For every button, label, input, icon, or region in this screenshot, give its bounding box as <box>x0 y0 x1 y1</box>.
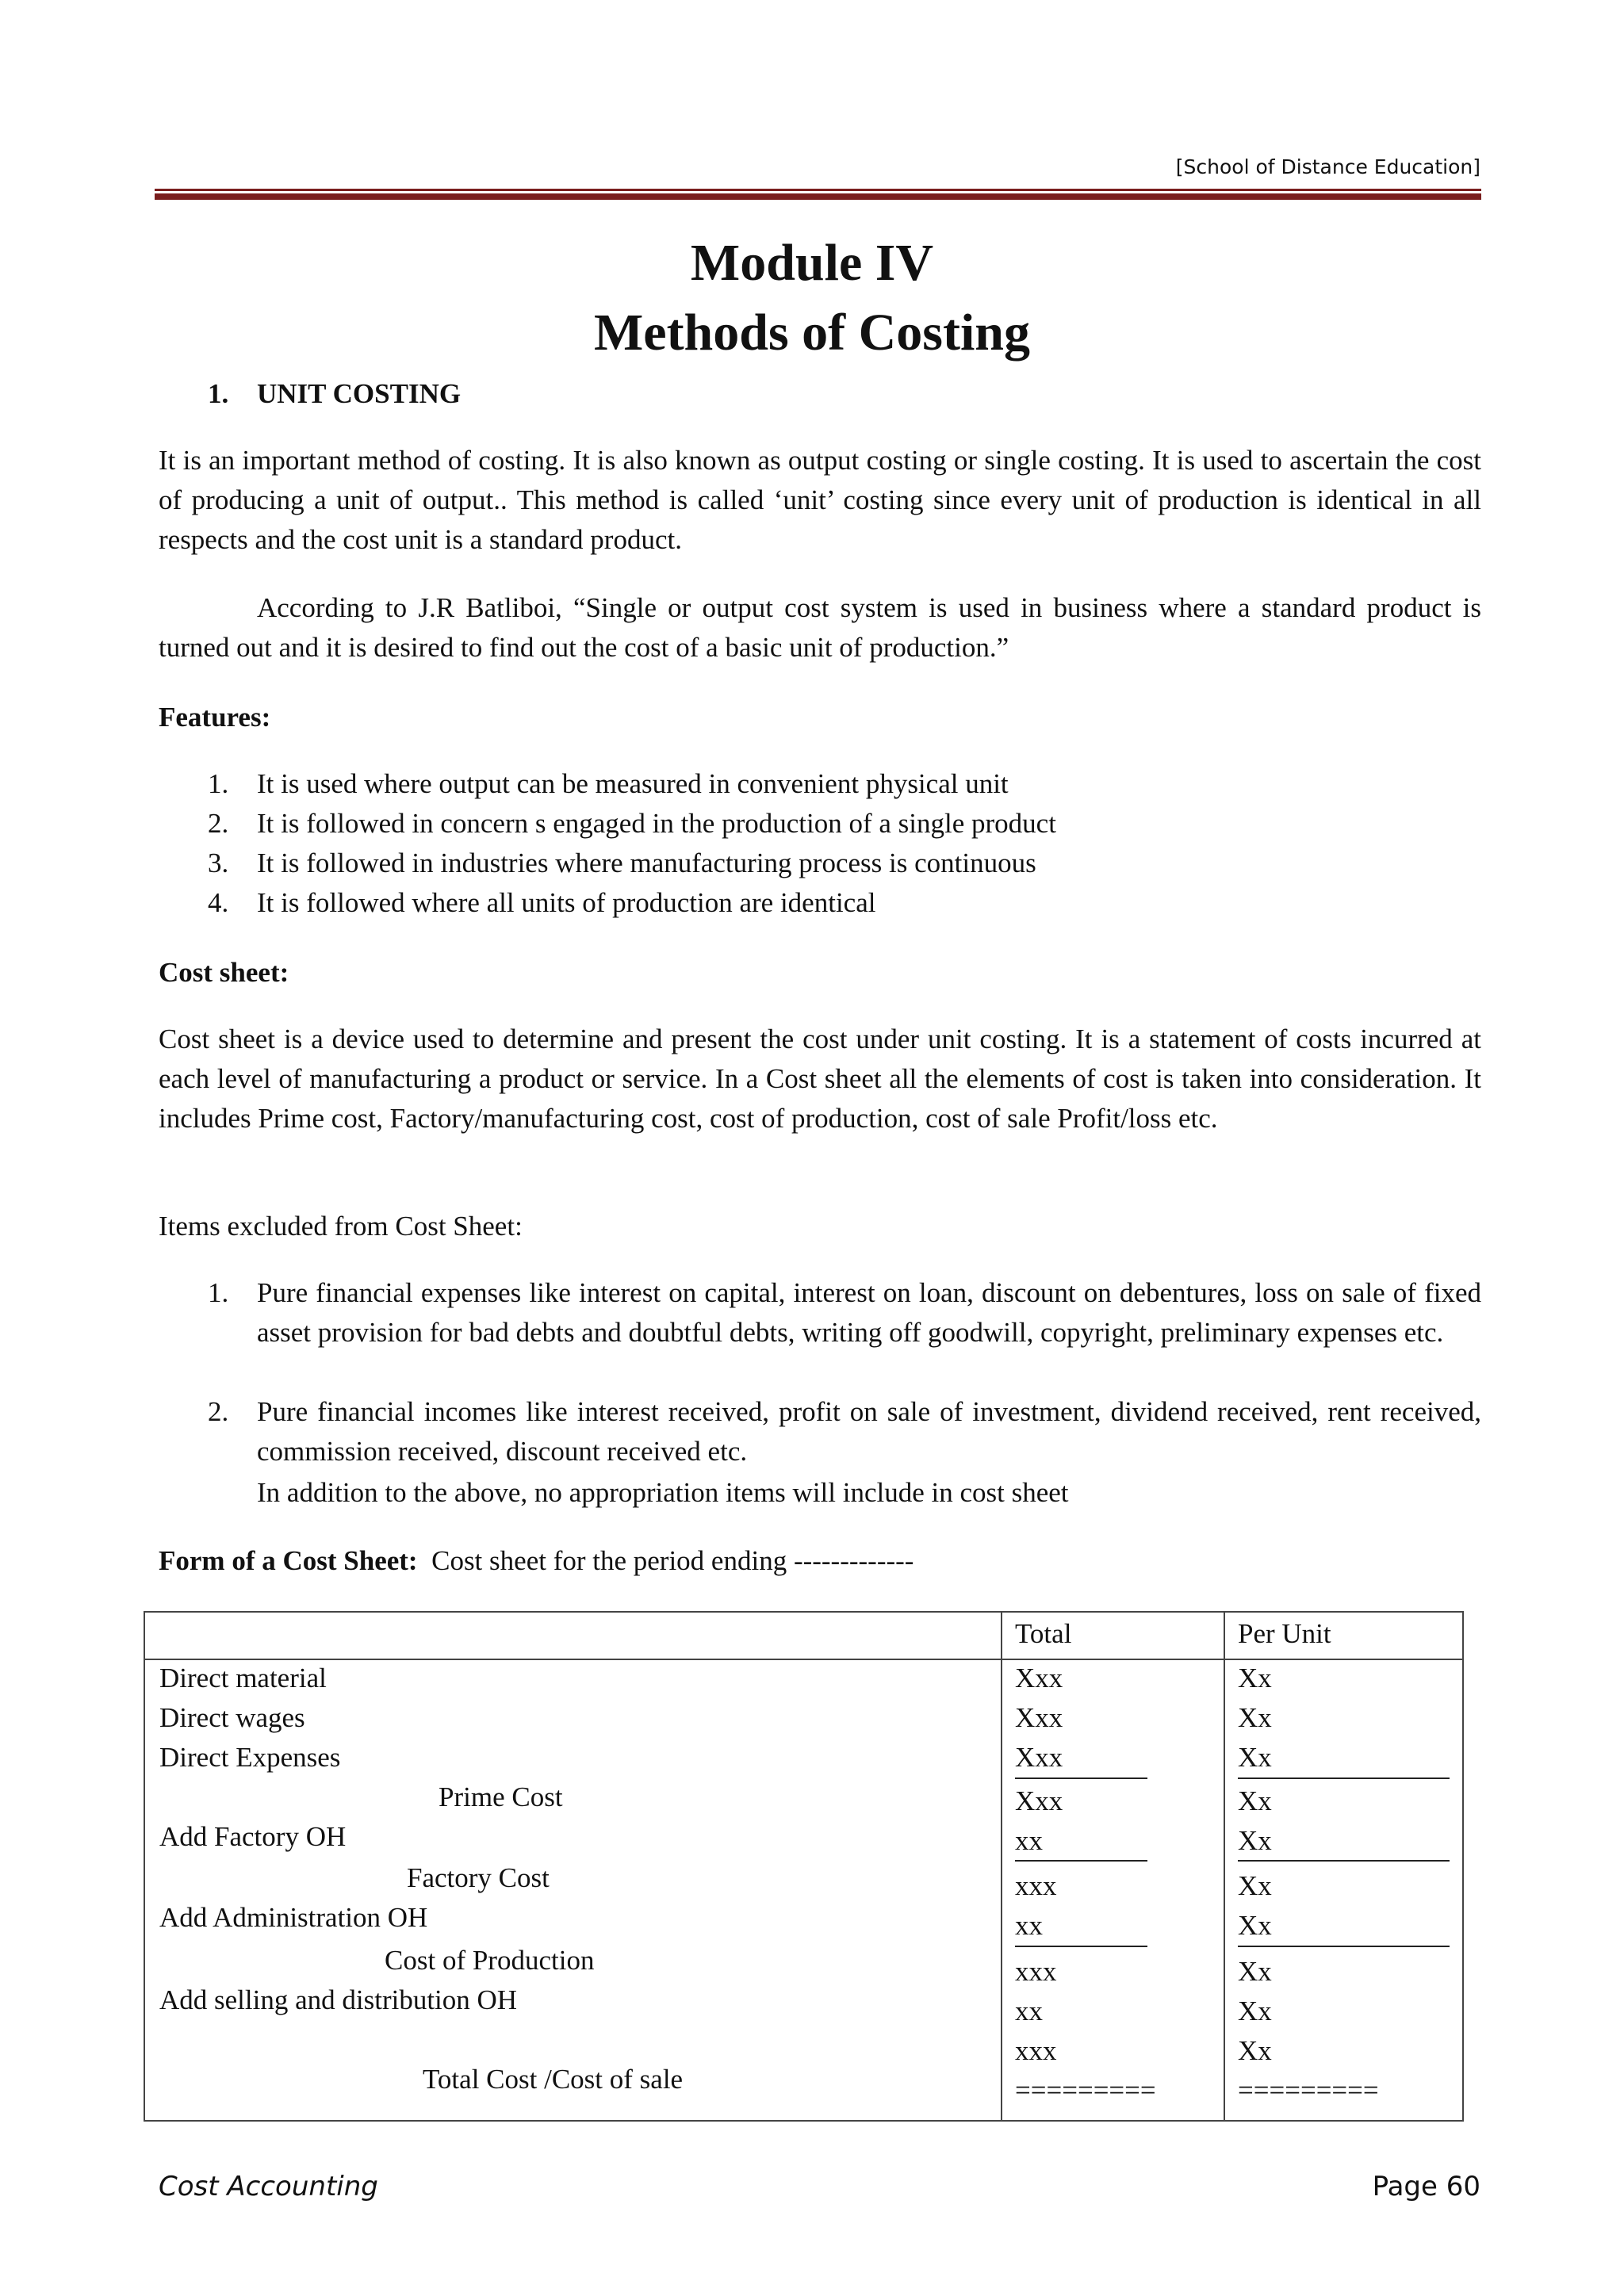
excluded-text: Pure financial incomes like interest received, profit on sale of investment, dividend received, rent received, commission received, discount received etc. <box>257 1396 1481 1467</box>
subtotal-underline <box>1238 1777 1450 1779</box>
feature-number: 4. <box>208 887 229 918</box>
table-divider-1 <box>1001 1613 1002 2120</box>
cost-row-label: Direct wages <box>159 1702 305 1733</box>
cost-row-total: Xxx <box>1015 1742 1063 1773</box>
quote-paragraph: According to J.R Batliboi, “Single or output cost system is used in business where a standard product is turned out and it is desired to find out the cost of a basic unit of production.” <box>159 592 1481 663</box>
footer-course: Cost Accounting <box>159 2171 378 2202</box>
cost-row-total: xxx <box>1015 1870 1057 1901</box>
cost-row-label: Add selling and distribution OH <box>159 1984 518 2015</box>
cost-row-total: xx <box>1015 1825 1043 1856</box>
cost-row-label: Add Administration OH <box>159 1902 428 1933</box>
footer-rule <box>155 2153 1481 2156</box>
header-institution: [School of Distance Education] <box>1175 155 1480 178</box>
cost-row-total: Xxx <box>1015 1663 1063 1693</box>
cost-row-per-unit: Xx <box>1238 1870 1272 1901</box>
excluded-text: Pure financial expenses like interest on capital, interest on loan, discount on debentures, loss on sale of fixed asset provision for bad debts and doubtful debts, writing off goodwill, copyright, preliminary expenses etc. <box>257 1277 1481 1348</box>
cost-row-per-unit: Xx <box>1238 2035 1272 2066</box>
cost-row-total: Xxx <box>1015 1785 1063 1816</box>
footer-page: Page 60 <box>1372 2171 1480 2202</box>
section-number: 1. <box>208 378 229 409</box>
subtotal-underline <box>1238 1946 1450 1947</box>
subtotal-underline <box>1015 1777 1147 1779</box>
excluded-note: In addition to the above, no appropriation items will include in cost sheet <box>257 1477 1069 1508</box>
cost-row-per-unit: Xx <box>1238 1910 1272 1941</box>
cost-row-label: Add Factory OH <box>159 1821 347 1852</box>
feature-number: 1. <box>208 768 229 799</box>
features-heading: Features: <box>159 702 271 733</box>
cost-row-per-unit: Xx <box>1238 1785 1272 1816</box>
cost-row-label: Direct material <box>159 1663 327 1693</box>
page-title: Methods of Costing <box>593 304 1030 362</box>
cost-row-total: xx <box>1015 1910 1043 1941</box>
intro-paragraph: It is an important method of costing. It is also known as output costing or single costing. It is used to ascertain the cost of producing a unit of output.. This method is called ‘unit’ costing since every unit of production is identical in all respects and the cost unit is a standard product. <box>159 445 1481 555</box>
excluded-heading: Items excluded from Cost Sheet: <box>159 1211 523 1242</box>
excluded-number: 2. <box>208 1396 229 1427</box>
header-per-unit: Per Unit <box>1238 1618 1331 1649</box>
feature-number: 2. <box>208 808 229 839</box>
cost-row-total: xxx <box>1015 1956 1057 1987</box>
cost-row-per-unit: ========= <box>1238 2075 1379 2106</box>
subtotal-underline <box>1015 1946 1147 1947</box>
form-line <box>159 1541 1481 1581</box>
header-rule <box>155 189 1481 200</box>
form-text: Cost sheet for the period ending ------------- <box>431 1545 914 1576</box>
cost-row-total: xxx <box>1015 2035 1057 2066</box>
cost-row-total: xx <box>1015 1996 1043 2026</box>
module-title: Module IV <box>690 234 934 292</box>
cost-row-label: Factory Cost <box>407 1862 550 1893</box>
cost-row-per-unit: Xx <box>1238 1663 1272 1693</box>
feature-text: It is used where output can be measured in convenient physical unit <box>257 768 1009 799</box>
section-title: UNIT COSTING <box>257 378 462 409</box>
cost-row-per-unit: Xx <box>1238 1996 1272 2026</box>
cost-row-per-unit: Xx <box>1238 1825 1272 1856</box>
subtotal-underline <box>1238 1860 1450 1862</box>
feature-text: It is followed in industries where manufacturing process is continuous <box>257 848 1036 878</box>
excluded-number: 1. <box>208 1277 229 1308</box>
cost-row-label: Prime Cost <box>439 1781 563 1812</box>
feature-text: It is followed in concern s engaged in the production of a single product <box>257 808 1056 839</box>
cost-row-total: ========= <box>1015 2075 1156 2106</box>
cost-row-per-unit: Xx <box>1238 1956 1272 1987</box>
feature-number: 3. <box>208 848 229 878</box>
header-total: Total <box>1015 1618 1072 1649</box>
subtotal-underline <box>1015 1860 1147 1862</box>
cost-row-per-unit: Xx <box>1238 1702 1272 1733</box>
cost-sheet-heading: Cost sheet: <box>159 957 289 988</box>
cost-row-label: Direct Expenses <box>159 1742 341 1773</box>
cost-row-total: Xxx <box>1015 1702 1063 1733</box>
feature-text: It is followed where all units of production are identical <box>257 887 876 918</box>
table-divider-2 <box>1224 1613 1225 2120</box>
cost-row-label: Cost of Production <box>385 1945 595 1976</box>
cost-sheet-table <box>144 1611 1464 2122</box>
cost-row-label: Total Cost /Cost of sale <box>423 2064 684 2095</box>
cost-sheet-paragraph: Cost sheet is a device used to determine and present the cost under unit costing. It is a statement of costs incurred at each level of manufacturing a product or service. In a Cost sheet all the elements of cost is taken into consideration. It includes Prime cost, Factory/manufacturing cost, cost of production, cost of sale Profit/loss etc. <box>159 1024 1481 1134</box>
cost-row-per-unit: Xx <box>1238 1742 1272 1773</box>
form-label: Form of a Cost Sheet: <box>159 1545 418 1576</box>
